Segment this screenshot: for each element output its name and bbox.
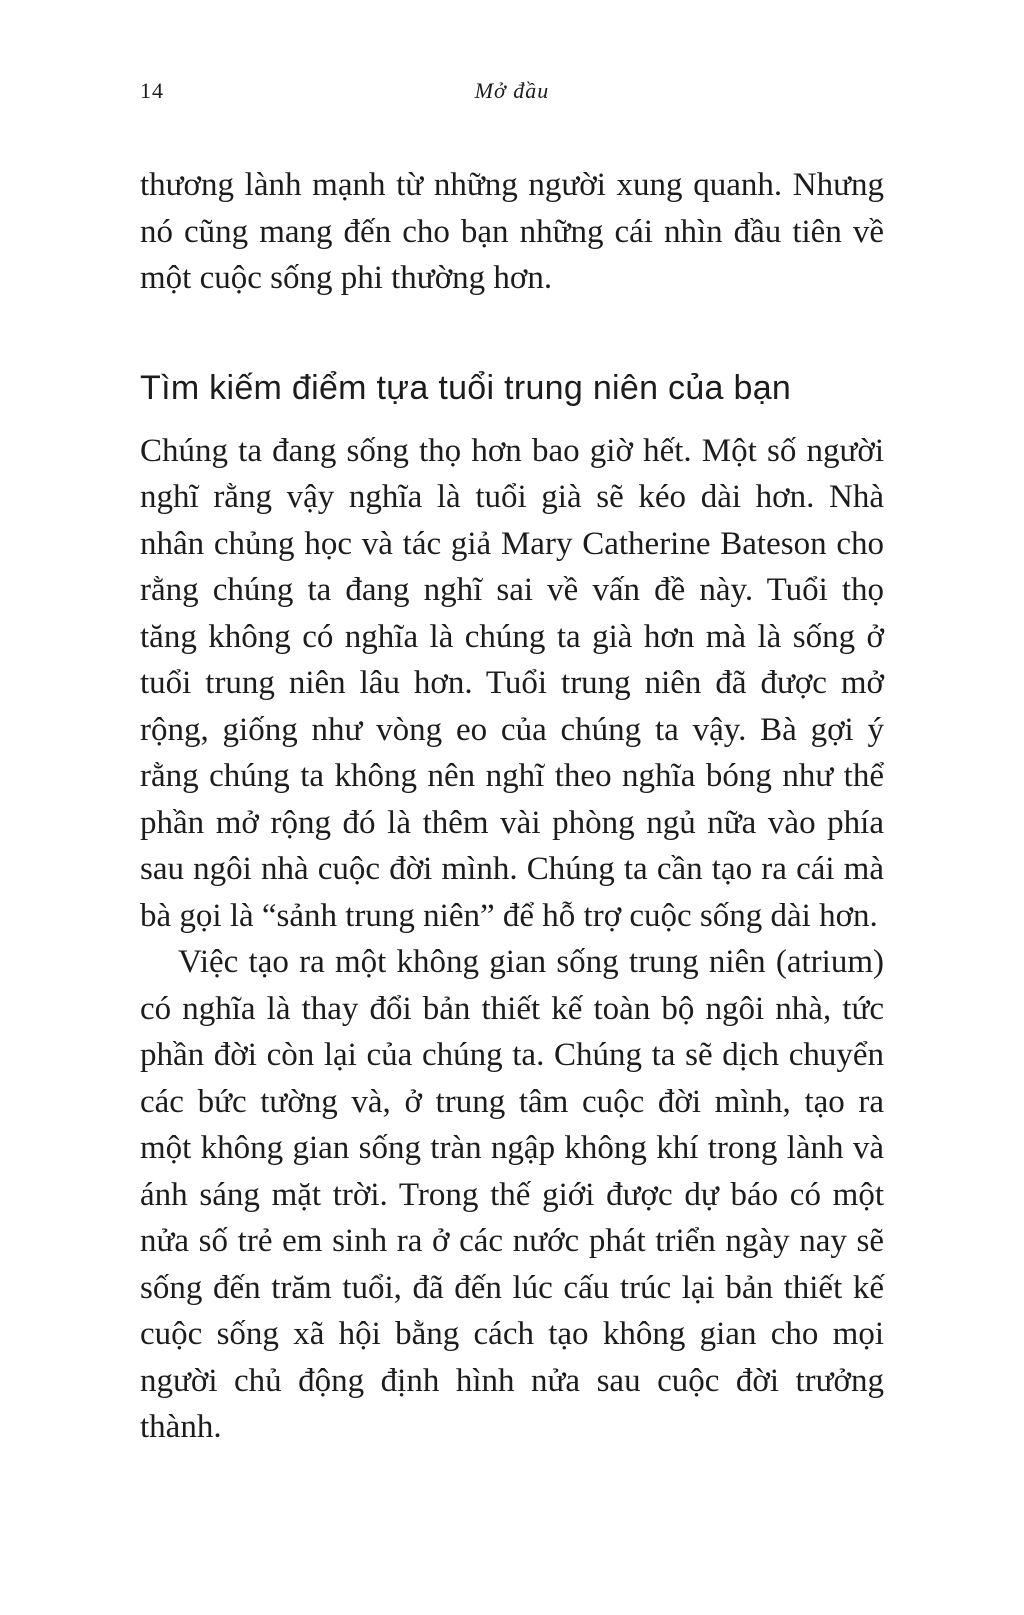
section-heading: Tìm kiếm điểm tựa tuổi trung niên của bạn (140, 368, 792, 407)
running-head-title: Mở đầu (474, 78, 550, 103)
body-paragraph-1: Chúng ta đang sống thọ hơn bao giờ hết. Một số người nghĩ rằng vậy nghĩa là tuổi già sẽ kéo dài hơn. Nhà nhân chủng học và tác giả Mary Catherine Bateson cho rằng chúng ta đang nghĩ sai về vấn đề này. Tuổi thọ tăng không có nghĩa là chúng ta già hơn mà là sống ở tuổi trung niên lâu hơn. Tuổi trung niên đã được mở rộng, giống như vòng eo của chúng ta vậy. Bà gợi ý rằng chúng ta không nên nghĩ theo nghĩa bóng như thể phần mở rộng đó là thêm vài phòng ngủ nữa vào phía sau ngôi nhà cuộc đời mình. Chúng ta cần tạo ra cái mà bà gọi là “sảnh trung niên” để hỗ trợ cuộc sống dài hơn. (140, 432, 884, 934)
body-paragraph-2: Việc tạo ra một không gian sống trung niên (atrium) có nghĩa là thay đổi bản thiết kế toàn bộ ngôi nhà, tức phần đời còn lại của chúng ta. Chúng ta sẽ dịch chuyển các bức tường và, ở trung tâm cuộc đời mình, tạo ra một không gian sống tràn ngập không khí trong lành và ánh sáng mặt trời. Trong thế giới được dự báo có một nửa số trẻ em sinh ra ở các nước phát triển ngày nay sẽ sống đến trăm tuổi, đã đến lúc cấu trúc lại bản thiết kế cuộc sống xã hội bằng cách tạo không gian cho mọi người chủ động định hình nửa sau cuộc đời trưởng thành. (140, 944, 884, 1445)
page-body (140, 162, 884, 1451)
page-number: 14 (140, 78, 164, 103)
intro-paragraph: thương lành mạnh từ những người xung quanh. Nhưng nó cũng mang đến cho bạn những cái nhìn đầu tiên về một cuộc sống phi thường hơn. (140, 167, 884, 296)
